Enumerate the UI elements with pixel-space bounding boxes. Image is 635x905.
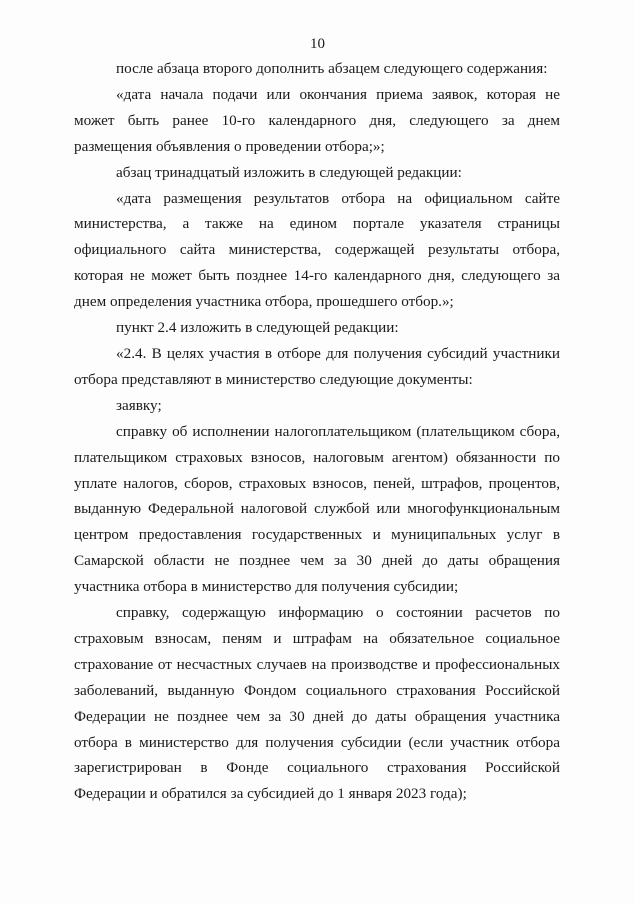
paragraph-3: абзац тринадцатый изложить в следующей редакции: (116, 163, 462, 181)
paragraph-1: после абзаца второго дополнить абзацем следующего содержания: (116, 60, 548, 77)
document-body (74, 56, 560, 807)
paragraph-5: пункт 2.4 изложить в следующей редакции: (116, 319, 399, 337)
page-number: 10 (310, 36, 325, 52)
paragraph-7: заявку; (116, 396, 162, 414)
paragraph-6: «2.4. В целях участия в отборе для получения субсидий участники отбора представляют в министерство следующие документы: (74, 344, 560, 388)
paragraph-2: «дата начала подачи или окончания приема заявок, которая не может быть ранее 10-го календарного дня, следующего за днем размещения объявления о проведении отбора;»; (74, 85, 560, 155)
paragraph-9: справку, содержащую информацию о состоянии расчетов по страховым взносам, пеням и штрафам на обязательное социальное страхование от несчастных случаев на производстве и профессиональных заболеваний, выданную Фондом социального страхования Российской Федерации не позднее чем за 30 дней до даты обращения участника отбора в министерство для получения субсидии (если участник отбора зарегистрирован в Фонде социального страхования Российской Федерации и обратился за субсидией до 1 января 2023 года); (74, 604, 560, 803)
paragraph-8: справку об исполнении налогоплательщиком (плательщиком сбора, плательщиком страховых взносов, налоговым агентом) обязанности по уплате налогов, сборов, страховых взносов, пеней, штрафов, процентов, выданную Федеральной налоговой службой или многофункциональным центром предоставления государственных и муниципальных услуг в Самарской области не позднее чем за 30 дней до даты обращения участника отбора в министерство для получения субсидии; (74, 422, 560, 596)
paragraph-4: «дата размещения результатов отбора на официальном сайте министерства, а также на едином портале указателя страницы официального сайта министерства, содержащей результаты отбора, которая не может быть позднее 14-го календарного дня, следующего за днем определения участника отбора, прошедшего отбор.»; (74, 189, 560, 311)
